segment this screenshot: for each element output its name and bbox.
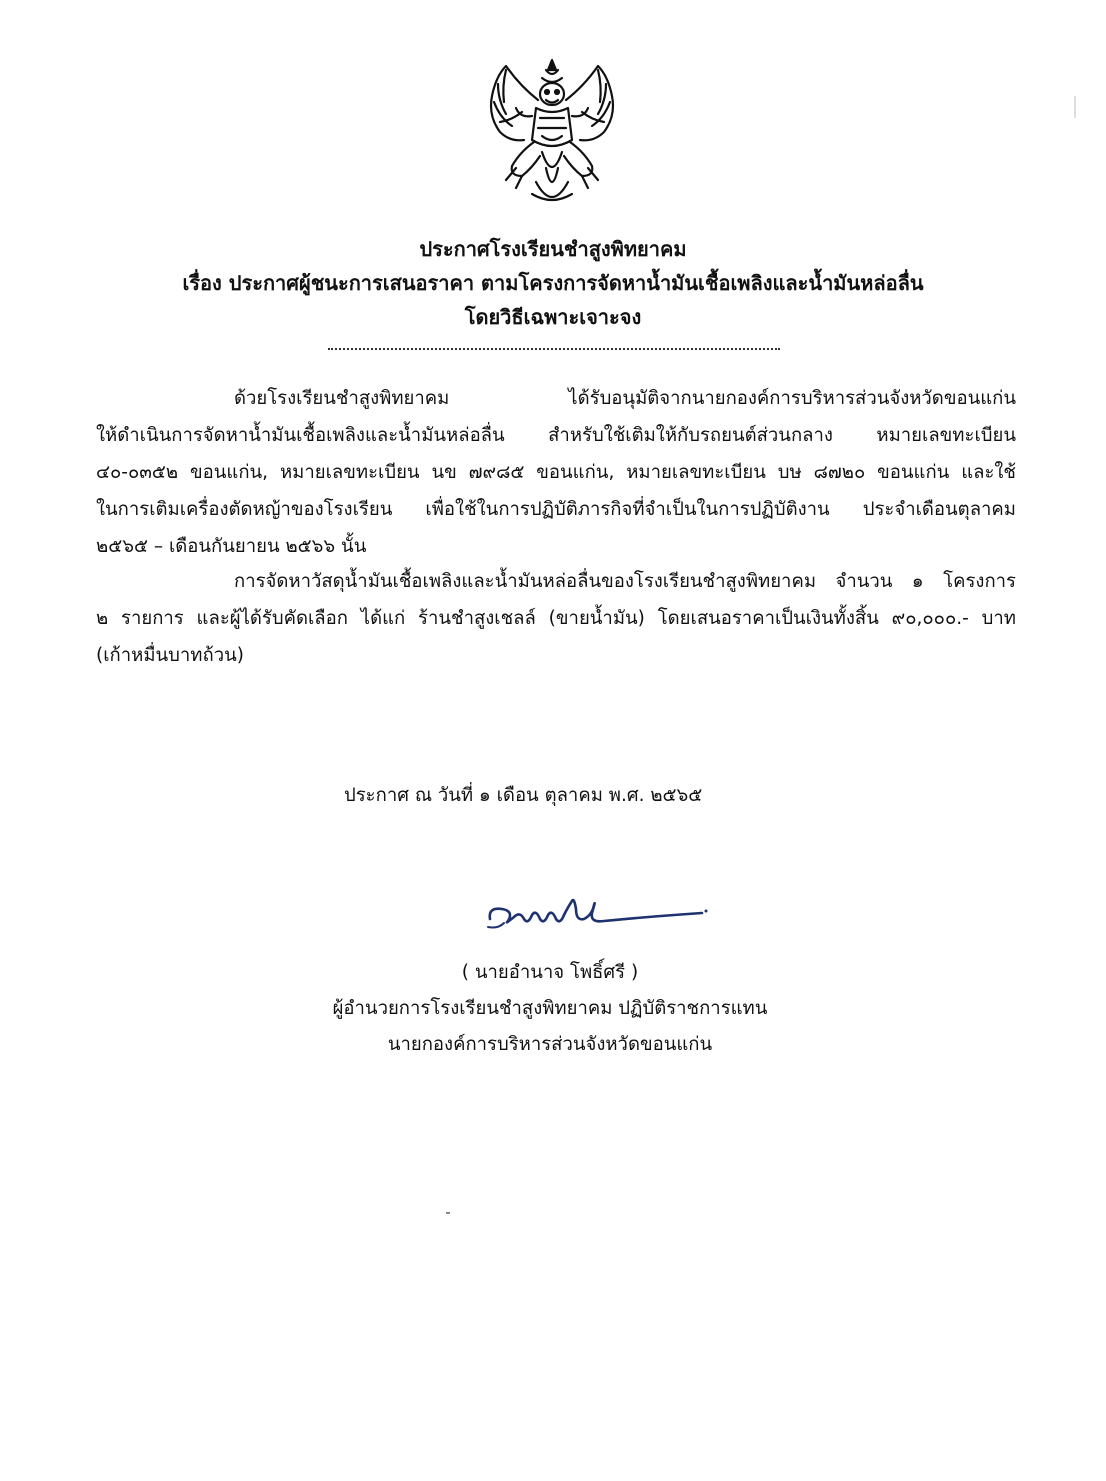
garuda-emblem (476, 56, 628, 212)
paragraph-1-line-5: ๒๕๖๕ – เดือนกันยายน ๒๕๖๖ นั้น (96, 536, 367, 557)
paragraph-1 (96, 380, 1016, 565)
paragraph-2-line-2: ๒ รายการ และผู้ได้รับคัดเลือก ได้แก่ ร้านชำสูงเชลล์ (ขายน้ำมัน) โดยเสนอราคาเป็นเงินทั้งสิ้น ๙๐,๐๐๐.- บาท (96, 608, 1016, 629)
paragraph-1-line-4: ในการเติมเครื่องตัดหญ้าของโรงเรียน เพื่อใช้ในการปฏิบัติภารกิจที่จำเป็นในการปฏิบัติงาน ประจำเดือนตุลาคม (96, 499, 1016, 520)
handwritten-signature (484, 893, 714, 933)
heading-subject: เรื่อง ประกาศผู้ชนะการเสนอราคา ตามโครงการจัดหาน้ำมันเชื้อเพลิงและน้ำมันหล่อลื่น (182, 271, 924, 295)
paragraph-2-line-1: การจัดหาวัสดุน้ำมันเชื้อเพลิงและน้ำมันหล่อลื่นของโรงเรียนชำสูงพิทยาคม จำนวน ๑ โครงการ (234, 571, 1016, 592)
paragraph-2 (96, 563, 1016, 674)
dotted-divider (328, 348, 780, 350)
signer-block (250, 955, 850, 1063)
paragraph-1-line-2: ให้ดำเนินการจัดหาน้ำมันเชื้อเพลิงและน้ำมันหล่อลื่น สำหรับใช้เติมให้กับรถยนต์ส่วนกลาง หมายเลขทะเบียน (96, 425, 1016, 446)
signer-position: ผู้อำนวยการโรงเรียนชำสูงพิทยาคม ปฏิบัติราชการแทน (332, 998, 768, 1019)
heading-title: ประกาศโรงเรียนชำสูงพิทยาคม (419, 237, 687, 261)
announcement-date: ประกาศ ณ วันที่ ๑ เดือน ตุลาคม พ.ศ. ๒๕๖๕ (344, 785, 703, 806)
paragraph-2-line-3: (เก้าหมื่นบาทถ้วน) (96, 645, 244, 666)
heading-method: โดยวิธีเฉพาะเจาะจง (464, 305, 642, 329)
scan-speck (446, 1212, 450, 1214)
scan-edge-mark (1074, 96, 1076, 118)
signer-acting-for: นายกองค์การบริหารส่วนจังหวัดขอนแก่น (387, 1034, 713, 1055)
paragraph-1-line-3: ๔๐-๐๓๕๒ ขอนแก่น, หมายเลขทะเบียน นข ๗๙๘๕ ขอนแก่น, หมายเลขทะเบียน บษ ๘๗๒๐ ขอนแก่น และใช้ (96, 462, 1016, 483)
announcement-heading (0, 232, 1106, 334)
signer-name: ( นายอำนาจ โพธิ์ศรี ) (461, 962, 639, 983)
paragraph-1-line-1: ด้วยโรงเรียนชำสูงพิทยาคม ได้รับอนุมัติจากนายกองค์การบริหารส่วนจังหวัดขอนแก่น (234, 388, 1016, 409)
